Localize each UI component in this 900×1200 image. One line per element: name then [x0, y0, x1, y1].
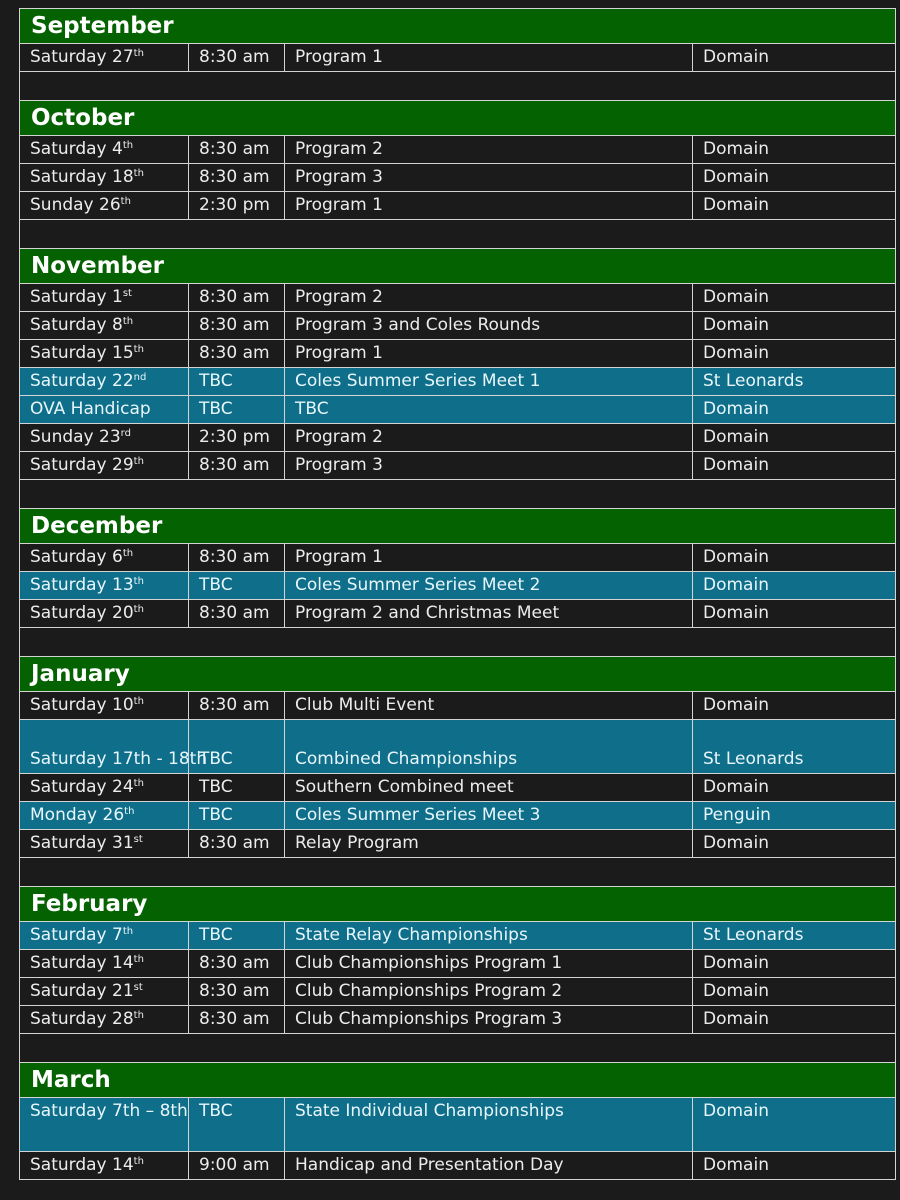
event-date	[20, 452, 189, 480]
event-program: Club Multi Event	[285, 692, 693, 720]
event-time: 8:30 am	[189, 950, 285, 978]
event-time: 8:30 am	[189, 692, 285, 720]
month-spacer-row	[20, 480, 896, 509]
event-row	[20, 1098, 896, 1152]
date-ordinal-suffix: st	[122, 288, 132, 299]
event-row	[20, 136, 896, 164]
event-time: 8:30 am	[189, 284, 285, 312]
event-date-text: Saturday 7th – 8th	[30, 1101, 188, 1121]
event-date	[20, 1098, 189, 1152]
month-title: January	[20, 657, 896, 692]
date-ordinal-suffix: th	[133, 344, 144, 355]
date-ordinal-suffix: th	[120, 196, 131, 207]
event-venue: St Leonards	[693, 368, 896, 396]
event-time: 8:30 am	[189, 136, 285, 164]
date-ordinal-suffix: th	[133, 168, 144, 179]
event-date	[20, 720, 208, 774]
event-venue: Domain	[693, 1006, 896, 1034]
event-date	[20, 830, 189, 858]
event-date	[20, 600, 189, 628]
event-date-text: Saturday 24	[30, 777, 134, 797]
event-venue: Domain	[693, 1152, 896, 1180]
event-venue: Domain	[693, 572, 896, 600]
event-venue: St Leonards	[693, 720, 896, 774]
event-time: TBC	[189, 1098, 285, 1152]
month-spacer-row	[20, 72, 896, 101]
date-ordinal-suffix: st	[133, 982, 143, 993]
event-date-text: Saturday 31	[30, 833, 134, 853]
event-date	[20, 978, 189, 1006]
event-row	[20, 572, 896, 600]
spacer-cell	[20, 480, 896, 509]
event-time: 8:30 am	[189, 600, 285, 628]
event-program: Program 2	[285, 136, 693, 164]
event-row	[20, 1152, 896, 1180]
event-date-text: Saturday 8	[30, 315, 123, 335]
event-time: 8:30 am	[189, 164, 285, 192]
spacer-cell	[20, 628, 896, 657]
schedule-table	[19, 8, 896, 1180]
event-row	[20, 368, 896, 396]
event-date	[20, 950, 189, 978]
month-title: October	[20, 101, 896, 136]
event-date-text: Saturday 20	[30, 603, 134, 623]
date-ordinal-suffix: th	[133, 48, 144, 59]
event-venue: St Leonards	[693, 922, 896, 950]
event-program: Coles Summer Series Meet 3	[285, 802, 693, 830]
event-date-text: Monday 26	[30, 805, 125, 825]
event-row	[20, 950, 896, 978]
event-date	[20, 312, 189, 340]
event-row	[20, 978, 896, 1006]
event-date-text: Saturday 28	[30, 1009, 134, 1029]
event-program: State Relay Championships	[285, 922, 693, 950]
event-row	[20, 802, 896, 830]
event-date-text: Saturday 21	[30, 981, 134, 1001]
date-ordinal-suffix: th	[133, 954, 144, 965]
month-header-row	[20, 249, 896, 284]
month-title: November	[20, 249, 896, 284]
event-time: 8:30 am	[189, 452, 285, 480]
event-time: TBC	[189, 802, 285, 830]
event-date	[20, 692, 189, 720]
event-date	[20, 1152, 189, 1180]
event-time: TBC	[189, 396, 285, 424]
event-date-text: Saturday 29	[30, 455, 134, 475]
event-program: Program 2	[285, 424, 693, 452]
event-program: Club Championships Program 2	[285, 978, 693, 1006]
event-date	[20, 340, 189, 368]
month-header-row	[20, 657, 896, 692]
month-header-row	[20, 1063, 896, 1098]
event-time: 8:30 am	[189, 544, 285, 572]
event-venue: Domain	[693, 424, 896, 452]
event-date-text: Saturday 27	[30, 47, 134, 67]
month-header-row	[20, 509, 896, 544]
event-date-text: Saturday 22	[30, 371, 134, 391]
month-spacer-row	[20, 220, 896, 249]
date-ordinal-suffix: th	[122, 316, 134, 327]
event-row	[20, 774, 896, 802]
event-program: Club Championships Program 1	[285, 950, 693, 978]
event-program: State Individual Championships	[285, 1098, 693, 1152]
event-venue: Domain	[693, 774, 896, 802]
event-program: Handicap and Presentation Day	[285, 1152, 693, 1180]
event-time: TBC	[189, 368, 285, 396]
event-date-text: Saturday 6	[30, 547, 123, 567]
event-row	[20, 922, 896, 950]
event-row	[20, 44, 896, 72]
event-program: Program 1	[285, 192, 693, 220]
event-date-text: Saturday 13	[30, 575, 134, 595]
date-ordinal-suffix: th	[133, 604, 144, 615]
event-row	[20, 396, 896, 424]
event-date	[20, 44, 189, 72]
date-ordinal-suffix: th	[133, 1010, 144, 1021]
event-date-text: Saturday 1	[30, 287, 123, 307]
event-venue: Domain	[693, 452, 896, 480]
event-time: 8:30 am	[189, 1006, 285, 1034]
month-header-row	[20, 9, 896, 44]
event-venue: Domain	[693, 600, 896, 628]
event-row	[20, 164, 896, 192]
event-time: 2:30 pm	[189, 424, 285, 452]
event-date-text: Saturday 17th - 18th	[30, 749, 208, 769]
event-time: 8:30 am	[189, 340, 285, 368]
event-program: Relay Program	[285, 830, 693, 858]
date-ordinal-suffix: th	[124, 806, 135, 817]
event-venue: Domain	[693, 692, 896, 720]
event-program: Program 2 and Christmas Meet	[285, 600, 693, 628]
event-program: Coles Summer Series Meet 1	[285, 368, 693, 396]
event-date	[20, 544, 189, 572]
event-program: TBC	[285, 396, 693, 424]
event-venue: Domain	[693, 284, 896, 312]
event-venue: Domain	[693, 136, 896, 164]
spacer-cell	[20, 220, 896, 249]
spacer-cell	[20, 1034, 896, 1063]
month-title: September	[20, 9, 896, 44]
event-venue: Domain	[693, 44, 896, 72]
event-program: Program 1	[285, 544, 693, 572]
event-row	[20, 692, 896, 720]
date-ordinal-suffix: th	[122, 548, 134, 559]
event-row	[20, 284, 896, 312]
event-date	[20, 774, 189, 802]
event-date	[20, 192, 189, 220]
event-time: 8:30 am	[189, 312, 285, 340]
event-date	[20, 802, 189, 830]
month-spacer-row	[20, 858, 896, 887]
date-ordinal-suffix: th	[133, 576, 144, 587]
event-venue: Domain	[693, 396, 896, 424]
event-venue: Domain	[693, 544, 896, 572]
event-date-text: Saturday 14	[30, 953, 134, 973]
month-spacer-row	[20, 1034, 896, 1063]
event-date-text: Saturday 7	[30, 925, 123, 945]
date-ordinal-suffix: th	[133, 1156, 144, 1167]
date-ordinal-suffix: nd	[133, 372, 147, 383]
date-ordinal-suffix: th	[133, 778, 144, 789]
event-program: Southern Combined meet	[285, 774, 693, 802]
event-time: 8:30 am	[189, 44, 285, 72]
event-row	[20, 720, 896, 774]
event-date-text: Saturday 4	[30, 139, 123, 159]
month-title: March	[20, 1063, 896, 1098]
event-date	[20, 572, 189, 600]
event-row	[20, 600, 896, 628]
event-date	[20, 284, 189, 312]
event-venue: Domain	[693, 164, 896, 192]
event-date-text: Saturday 10	[30, 695, 134, 715]
event-program: Program 3	[285, 452, 693, 480]
event-date	[20, 922, 189, 950]
event-program: Combined Championships	[285, 720, 693, 774]
event-program: Program 1	[285, 340, 693, 368]
date-ordinal-suffix: th	[122, 926, 134, 937]
event-venue: Domain	[693, 830, 896, 858]
month-title: February	[20, 887, 896, 922]
event-date	[20, 164, 189, 192]
date-ordinal-suffix: th	[133, 696, 144, 707]
event-time: TBC	[189, 572, 285, 600]
event-program: Program 3 and Coles Rounds	[285, 312, 693, 340]
event-venue: Penguin	[693, 802, 896, 830]
event-time: TBC	[189, 720, 285, 774]
event-date-text: OVA Handicap	[30, 399, 151, 419]
event-time: 8:30 am	[189, 830, 285, 858]
event-date	[20, 424, 189, 452]
event-date-text: Saturday 14	[30, 1155, 134, 1175]
event-row	[20, 424, 896, 452]
event-row	[20, 192, 896, 220]
event-date	[20, 396, 189, 424]
event-row	[20, 830, 896, 858]
date-ordinal-suffix: st	[133, 834, 143, 845]
spacer-cell	[20, 858, 896, 887]
date-ordinal-suffix: th	[122, 140, 134, 151]
event-row	[20, 1006, 896, 1034]
event-time: 8:30 am	[189, 978, 285, 1006]
date-ordinal-suffix: rd	[120, 428, 131, 439]
event-venue: Domain	[693, 950, 896, 978]
month-header-row	[20, 887, 896, 922]
event-row	[20, 544, 896, 572]
event-row	[20, 452, 896, 480]
event-date-text: Sunday 26	[30, 195, 121, 215]
event-program: Program 3	[285, 164, 693, 192]
event-row	[20, 312, 896, 340]
month-spacer-row	[20, 628, 896, 657]
event-time: 2:30 pm	[189, 192, 285, 220]
month-header-row	[20, 101, 896, 136]
event-program: Coles Summer Series Meet 2	[285, 572, 693, 600]
event-date-text: Saturday 15	[30, 343, 134, 363]
event-venue: Domain	[693, 1098, 896, 1152]
event-row	[20, 340, 896, 368]
event-date	[20, 136, 189, 164]
event-venue: Domain	[693, 340, 896, 368]
event-time: TBC	[189, 922, 285, 950]
event-date-text: Sunday 23	[30, 427, 121, 447]
event-date	[20, 1006, 189, 1034]
event-program: Program 1	[285, 44, 693, 72]
event-venue: Domain	[693, 978, 896, 1006]
event-venue: Domain	[693, 312, 896, 340]
event-date-text: Saturday 18	[30, 167, 134, 187]
event-venue: Domain	[693, 192, 896, 220]
event-time: 9:00 am	[189, 1152, 285, 1180]
event-program: Program 2	[285, 284, 693, 312]
event-time: TBC	[189, 774, 285, 802]
event-program: Club Championships Program 3	[285, 1006, 693, 1034]
event-date	[20, 368, 189, 396]
spacer-cell	[20, 72, 896, 101]
date-ordinal-suffix: th	[133, 456, 144, 467]
month-title: December	[20, 509, 896, 544]
